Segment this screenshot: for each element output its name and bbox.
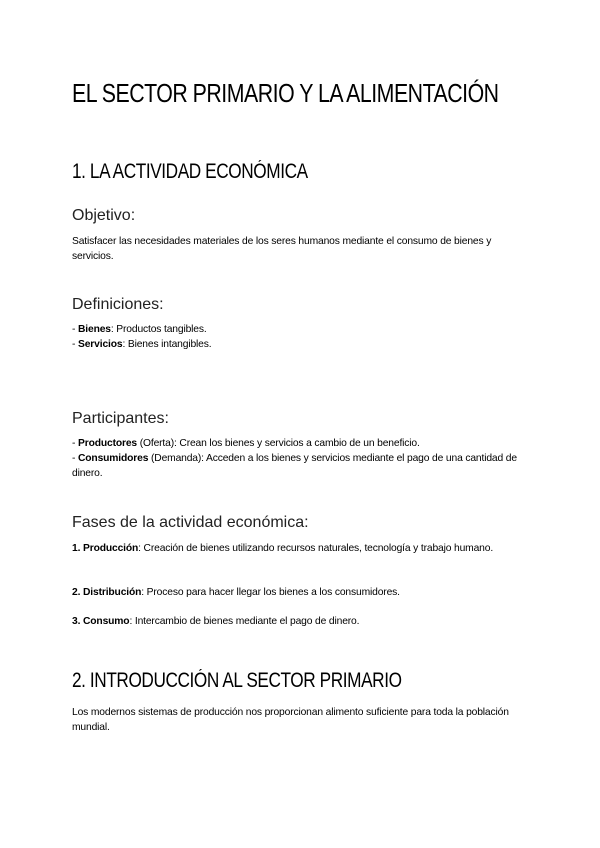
fase-item: 1. Producción: Creación de bienes utilizando recursos naturales, tecnología y trabajo humano. bbox=[72, 543, 494, 554]
section-2-text: Los modernos sistemas de producción nos proporcionan alimento suficiente para toda la población mundial. bbox=[72, 707, 509, 733]
section-1-heading: 1. LA ACTIVIDAD ECONÓMICA bbox=[72, 160, 308, 183]
document-title: EL SECTOR PRIMARIO Y LA ALIMENTACIÓN bbox=[72, 78, 499, 108]
term-servicios: Servicios bbox=[78, 339, 123, 350]
term-distribucion: 2. Distribución bbox=[72, 587, 142, 598]
fase-item: 2. Distribución: Proceso para hacer llegar los bienes a los consumidores. bbox=[72, 587, 400, 598]
objetivo-text: Satisfacer las necesidades materiales de los seres humanos mediante el consumo de bienes y servicios. bbox=[72, 236, 492, 262]
section-2-heading: 2. INTRODUCCIÓN AL SECTOR PRIMARIO bbox=[72, 669, 402, 692]
fases-heading: Fases de la actividad económica: bbox=[72, 514, 309, 531]
term-consumo: 3. Consumo bbox=[72, 616, 130, 627]
fase-item: 3. Consumo: Intercambio de bienes mediante el pago de dinero. bbox=[72, 616, 360, 627]
term-bienes: Bienes bbox=[78, 324, 111, 335]
definiciones-item: - Bienes: Productos tangibles. bbox=[72, 324, 207, 335]
participantes-item: - Productores (Oferta): Crean los bienes y servicios a cambio de un beneficio. bbox=[72, 438, 420, 449]
definiciones-item: - Servicios: Bienes intangibles. bbox=[72, 339, 212, 350]
term-consumidores: Consumidores bbox=[78, 453, 149, 464]
term-produccion: 1. Producción bbox=[72, 543, 139, 554]
objetivo-heading: Objetivo: bbox=[72, 207, 136, 224]
participantes-item: - Consumidores (Demanda): Acceden a los bienes y servicios mediante el pago de una cantidad de dinero. bbox=[72, 453, 517, 479]
definiciones-heading: Definiciones: bbox=[72, 296, 164, 313]
term-productores: Productores bbox=[78, 438, 138, 449]
participantes-heading: Participantes: bbox=[72, 410, 169, 427]
